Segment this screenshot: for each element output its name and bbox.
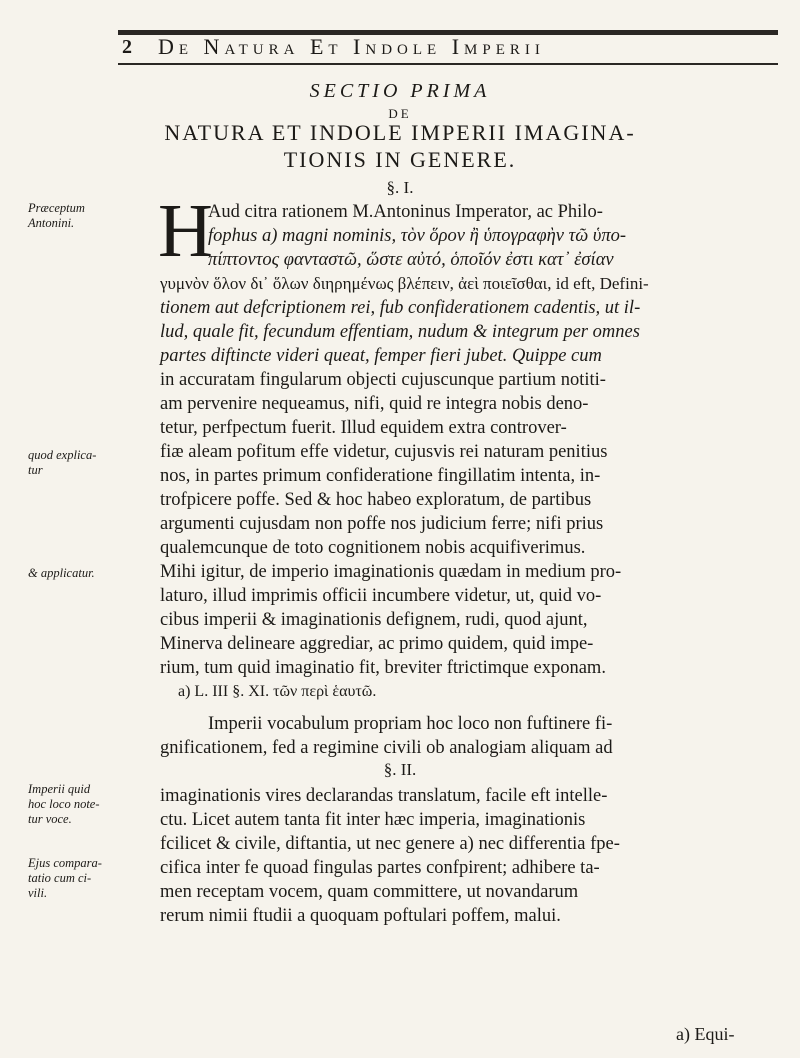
body-line: lud, quale fit, fecundum effentiam, nudum & integrum per omnes (160, 322, 640, 342)
footnote: a) L. III §. XI. τῶν περὶ ἑαυτῶ. (178, 683, 377, 700)
paragraph-mark-2: §. II. (383, 760, 417, 779)
margin-note-line: tur (28, 463, 43, 477)
body-line: Minerva delineare aggrediar, ac primo quidem, quid impe- (160, 634, 594, 654)
body-line: Mihi igitur, de imperio imaginationis quædam in medium pro- (160, 562, 622, 582)
body-line: am pervenire nequeamus, nifi, quid re integra nobis deno- (160, 394, 589, 414)
body-line: fophus a) magni nominis, τὸν ὅρον ἢ ὑπογραφὴν τῶ ὑπο- (208, 226, 627, 246)
margin-note-line: Imperii quid (28, 782, 91, 796)
body-line: cifica inter fe quoad fingulas partes confpirent; adhibere ta- (160, 858, 600, 878)
margin-note-line: quod explica- (28, 448, 97, 462)
margin-note-line: tatio cum ci- (28, 871, 92, 885)
body-line: ctu. Licet autem tanta fit inter hæc imperia, imaginationis (160, 810, 586, 830)
margin-note-comparatio (28, 856, 128, 901)
paragraph-mark-1: §. I. (386, 178, 414, 197)
margin-note-imperii (28, 782, 128, 827)
body-line: tetur, perfpectum fuerit. Illud equidem extra controver- (160, 418, 567, 438)
body-line: trofpicere poffe. Sed & hoc habeo exploratum, de partibus (160, 490, 592, 510)
body-line: nos, in partes primum confideratione fingillatim intenta, in- (160, 466, 601, 486)
margin-note-line: Præceptum (28, 201, 85, 215)
section-label: SECTIO PRIMA (309, 80, 491, 102)
margin-note-line: tur voce. (28, 812, 72, 826)
catchword: a) Equi- (676, 1024, 735, 1044)
margin-note-line: Antonini. (28, 216, 75, 230)
body-line: qualemcunque de toto cognitionem nobis acquifiverimus. (160, 538, 586, 558)
body-line: fcilicet & civile, diftantia, ut nec genere a) nec differentia fpe- (160, 834, 620, 854)
margin-note-line: hoc loco note- (28, 797, 100, 811)
body-line: in accuratam fingularum objecti cujuscunque partium notiti- (160, 370, 606, 390)
body-line: tionem aut defcriptionem rei, fub confiderationem cadentis, ut il- (160, 298, 641, 318)
body-line: Aud citra rationem M.Antoninus Imperator, ac Philo- (208, 202, 603, 222)
body-line: argumenti cujusdam non poffe nos judicium ferre; nifi prius (160, 514, 604, 534)
body-line: imaginationis vires declarandas translatum, facile eft intelle- (160, 786, 608, 806)
body-line: gnificationem, fed a regimine civili ob analogiam aliquam ad (160, 738, 613, 758)
body-line: laturo, illud imprimis officii incumbere videtur, ut, quid vo- (160, 586, 602, 606)
margin-note-explicatur (28, 448, 128, 478)
body-line: Imperii vocabulum propriam hoc loco non fuftinere fi- (208, 714, 613, 734)
body-line: cibus imperii & imaginationis defignem, rudi, quod ajunt, (160, 610, 588, 630)
body-line: γυμνὸν ὅλον δι᾽ ὅλων διηρημένως βλέπειν, ἀεὶ ποιεῖσθαι, id eft, Defini- (160, 274, 649, 293)
section-de: DE (388, 106, 412, 121)
margin-note-line: vili. (28, 886, 48, 900)
margin-note-praeceptum (28, 201, 128, 231)
margin-note-line: & applicatur. (28, 566, 95, 580)
running-head (118, 26, 778, 66)
dropcap-initial: H (158, 189, 213, 273)
margin-note-line: Ejus compara- (28, 856, 102, 870)
body-line: πίπτοντος φανταστῶ, ὥστε αὐτό, ὁποῖόν ἐστι κατ᾽ ἐσίαν (208, 250, 614, 270)
body-line: fiæ aleam pofitum effe videtur, cujusvis rei naturam penitius (160, 442, 608, 462)
section-title-line-2: TIONIS IN GENERE. (283, 147, 517, 172)
page-number: 2 (122, 36, 132, 58)
body-line: rerum nimii ftudii a quoquam poftulari poffem, malui. (160, 906, 561, 926)
section-title-line-1: NATURA ET INDOLE IMPERII IMAGINA- (164, 120, 636, 145)
running-head-title: De Natura Et Indole Imperii (158, 34, 545, 59)
margin-note-applicatur (28, 566, 128, 581)
running-head-rule-bottom (118, 63, 778, 65)
body-line: men receptam vocem, quam committere, ut novandarum (160, 882, 579, 902)
body-line: partes diftincte videri queat, femper fieri jubet. Quippe cum (160, 346, 602, 366)
body-line: rium, tum quid imaginatio fit, breviter ftrictimque exponam. (160, 658, 606, 678)
